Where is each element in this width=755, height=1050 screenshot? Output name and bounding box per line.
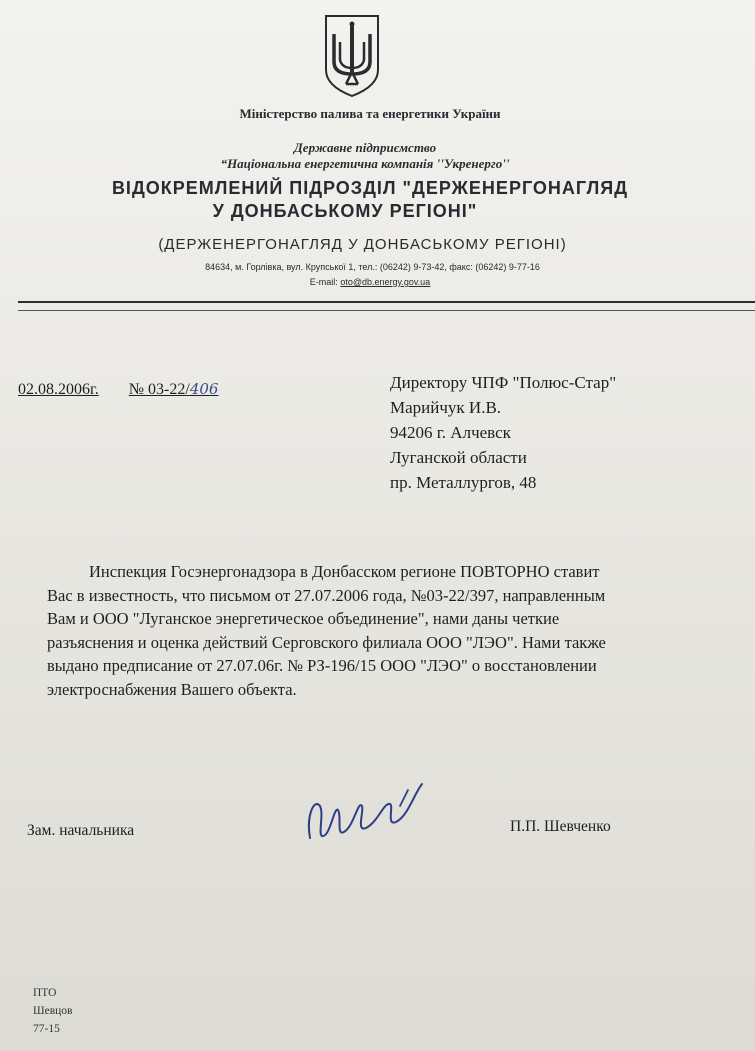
body-line: электроснабжения Вашего объекта.: [47, 679, 297, 699]
recipient-block: [390, 370, 616, 495]
letter-number: [129, 381, 219, 398]
registration-line: [18, 380, 218, 399]
recipient-line: Луганской области: [390, 448, 527, 467]
recipient-line: пр. Металлургов, 48: [390, 473, 537, 492]
recipient-line: Марийчук И.В.: [390, 398, 502, 417]
header-rule-thick: [18, 301, 755, 303]
body-line: выдано предписание от 27.07.06г. № РЗ-196/15 ООО "ЛЭО" о восстановлении: [47, 656, 597, 675]
unit-name-line-2: У ДОНБАСЬКОМУ РЕГІОНІ": [212, 201, 478, 221]
recipient-line: Директору ЧПФ "Полюс-Стар": [390, 373, 617, 392]
body-line: Вам и ООО "Луганское энергетическое объединение", нами даны четкие: [47, 609, 560, 628]
unit-abbreviation: (ДЕРЖЕНЕРГОНАГЛЯД У ДОНБАСЬКОМУ РЕГІОНІ): [158, 236, 567, 253]
body-line: Вас в известность, что письмом от 27.07.2006 года, №03-22/397, направленным: [47, 585, 606, 605]
email-address: oto@db.energy.gov.ua: [340, 277, 431, 287]
body-line: Инспекция Госэнергонадзора в Донбасском регионе ПОВТОРНО ставит: [89, 562, 600, 581]
letter-number-handwritten: 406: [189, 380, 219, 398]
letter-date: 02.08.2006г.: [18, 381, 99, 398]
handwritten-signature: [300, 776, 430, 848]
trident-coat-of-arms-icon: [320, 12, 384, 98]
executor-phone: 77-15: [33, 1023, 60, 1035]
email-label: E-mail:: [309, 277, 338, 287]
enterprise-name: “Національна енергетична компанія ''Укренерго'': [220, 156, 510, 171]
unit-name-line-1: ВІДОКРЕМЛЕНИЙ ПІДРОЗДІЛ "ДЕРЖЕНЕРГОНАГЛЯД: [111, 178, 629, 198]
executor-department: ПТО: [33, 987, 57, 999]
letter-number-prefix: № 03-22/: [128, 381, 190, 398]
body-line: разъяснения и оценка действий Серговского филиала ООО "ЛЭО". Нами также: [47, 632, 606, 652]
ministry-name: Міністерство палива та енергетики України: [239, 106, 501, 121]
signatory-name: П.П. Шевченко: [510, 818, 611, 835]
letter-body: [47, 560, 677, 701]
executor-info: [33, 984, 72, 1038]
enterprise-type: Державне підприємство: [293, 140, 437, 155]
recipient-line: 94206 г. Алчевск: [390, 423, 511, 442]
email-line: [0, 277, 740, 287]
signatory-position: Зам. начальника: [27, 822, 135, 839]
header-rule-thin: [18, 310, 755, 311]
executor-name: Шевцов: [33, 1005, 73, 1017]
postal-address: 84634, м. Горлівка, вул. Крупської 1, тел.: (06242) 9-73-42, факс: (06242) 9-77-16: [205, 262, 540, 272]
